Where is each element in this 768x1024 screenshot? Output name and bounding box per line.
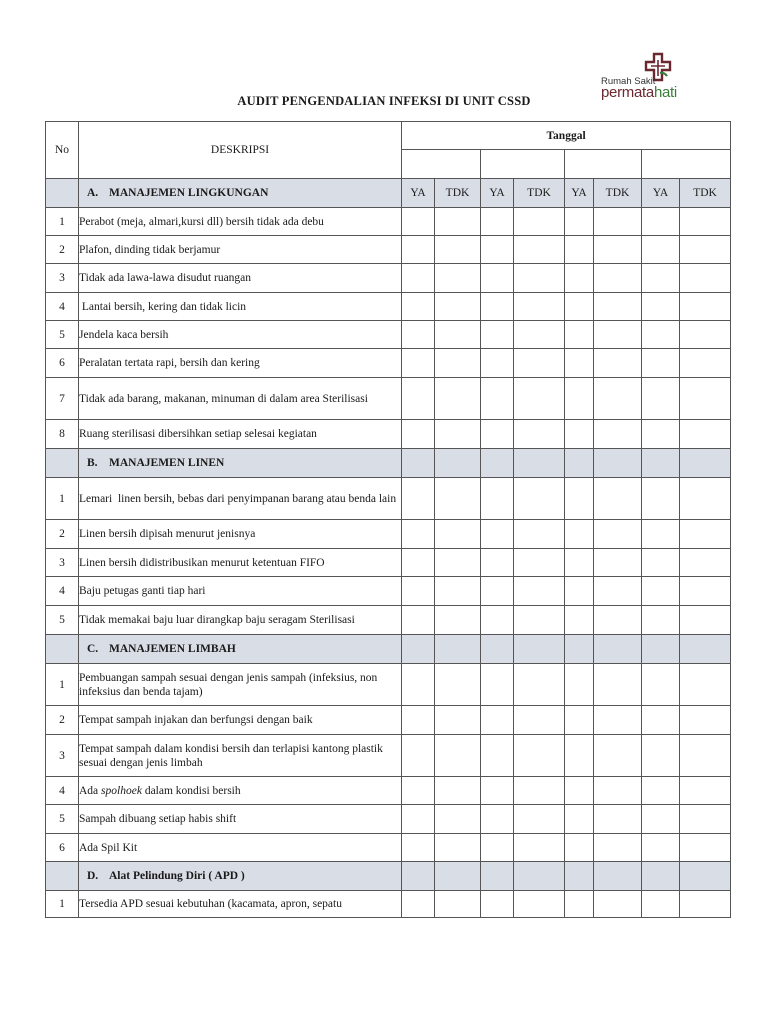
check-cell[interactable]	[565, 478, 594, 520]
row-description: Lemari linen bersih, bebas dari penyimpanan barang atau benda lain	[79, 478, 402, 520]
section-no-cell	[46, 635, 79, 664]
check-cell[interactable]	[481, 321, 514, 349]
section-header-row	[46, 179, 731, 208]
check-cell[interactable]	[435, 635, 481, 664]
check-cell[interactable]	[402, 520, 435, 549]
check-cell[interactable]	[402, 862, 435, 891]
check-cell[interactable]	[565, 378, 594, 420]
check-cell[interactable]	[435, 520, 481, 549]
column-head-ya: YA	[565, 179, 594, 208]
header-row-1	[46, 122, 731, 150]
section-letter: C.	[87, 643, 99, 655]
check-cell[interactable]	[514, 577, 565, 606]
section-no-cell	[46, 862, 79, 891]
check-cell[interactable]	[594, 520, 642, 549]
row-number: 1	[46, 664, 79, 706]
check-cell[interactable]	[642, 449, 680, 478]
column-head-tdk: TDK	[594, 179, 642, 208]
audit-table	[45, 121, 731, 918]
date-cell-4[interactable]	[642, 150, 731, 179]
check-cell[interactable]	[565, 635, 594, 664]
check-cell[interactable]	[642, 420, 680, 449]
check-cell[interactable]	[565, 777, 594, 805]
check-cell[interactable]	[435, 706, 481, 735]
section-letter: A.	[87, 187, 99, 199]
column-head-tdk: TDK	[514, 179, 565, 208]
table-row	[46, 891, 731, 918]
check-cell[interactable]	[402, 805, 435, 834]
check-cell[interactable]	[565, 834, 594, 862]
row-number: 4	[46, 777, 79, 805]
check-cell[interactable]	[680, 549, 731, 577]
check-cell[interactable]	[481, 293, 514, 321]
row-description: Linen bersih dipisah menurut jenisnya	[79, 520, 402, 549]
row-number: 3	[46, 735, 79, 777]
column-head-tdk: TDK	[680, 179, 731, 208]
check-cell[interactable]	[481, 264, 514, 293]
row-description	[79, 777, 402, 805]
check-cell[interactable]	[642, 635, 680, 664]
check-cell[interactable]	[402, 449, 435, 478]
check-cell[interactable]	[565, 735, 594, 777]
table-row	[46, 706, 731, 735]
check-cell[interactable]	[565, 577, 594, 606]
check-cell[interactable]	[594, 805, 642, 834]
table-row	[46, 834, 731, 862]
check-cell[interactable]	[594, 208, 642, 236]
row-number: 3	[46, 549, 79, 577]
check-cell[interactable]	[680, 777, 731, 805]
check-cell[interactable]	[402, 777, 435, 805]
check-cell[interactable]	[402, 293, 435, 321]
check-cell[interactable]	[481, 236, 514, 264]
check-cell[interactable]	[642, 834, 680, 862]
check-cell[interactable]	[435, 777, 481, 805]
check-cell[interactable]	[402, 664, 435, 706]
row-number: 8	[46, 420, 79, 449]
check-cell[interactable]	[402, 478, 435, 520]
check-cell[interactable]	[514, 208, 565, 236]
check-cell[interactable]	[642, 549, 680, 577]
check-cell[interactable]	[402, 349, 435, 378]
check-cell[interactable]	[435, 664, 481, 706]
check-cell[interactable]	[481, 777, 514, 805]
row-number: 1	[46, 891, 79, 918]
check-cell[interactable]	[565, 420, 594, 449]
check-cell[interactable]	[594, 834, 642, 862]
table-row	[46, 321, 731, 349]
check-cell[interactable]	[680, 321, 731, 349]
check-cell[interactable]	[594, 293, 642, 321]
check-cell[interactable]	[642, 805, 680, 834]
table-row	[46, 236, 731, 264]
check-cell[interactable]	[402, 706, 435, 735]
check-cell[interactable]	[594, 449, 642, 478]
check-cell[interactable]	[642, 478, 680, 520]
header-deskripsi: DESKRIPSI	[79, 122, 402, 179]
check-cell[interactable]	[481, 862, 514, 891]
check-cell[interactable]	[514, 706, 565, 735]
check-cell[interactable]	[402, 891, 435, 918]
check-cell[interactable]	[514, 378, 565, 420]
check-cell[interactable]	[481, 349, 514, 378]
check-cell[interactable]	[680, 735, 731, 777]
check-cell[interactable]	[642, 264, 680, 293]
column-head-tdk: TDK	[435, 179, 481, 208]
check-cell[interactable]	[680, 862, 731, 891]
check-cell[interactable]	[514, 805, 565, 834]
check-cell[interactable]	[565, 264, 594, 293]
check-cell[interactable]	[435, 577, 481, 606]
check-cell[interactable]	[594, 420, 642, 449]
check-cell[interactable]	[680, 664, 731, 706]
check-cell[interactable]	[680, 520, 731, 549]
check-cell[interactable]	[402, 834, 435, 862]
check-cell[interactable]	[481, 664, 514, 706]
check-cell[interactable]	[481, 891, 514, 918]
header-tanggal: Tanggal	[402, 122, 731, 150]
check-cell[interactable]	[402, 635, 435, 664]
date-cell-3[interactable]	[565, 150, 642, 179]
check-cell[interactable]	[514, 862, 565, 891]
table-row	[46, 577, 731, 606]
check-cell[interactable]	[594, 549, 642, 577]
row-description: Perabot (meja, almari,kursi dll) bersih tidak ada debu	[79, 208, 402, 236]
check-cell[interactable]	[594, 706, 642, 735]
check-cell[interactable]	[481, 805, 514, 834]
section-letter: B.	[87, 457, 98, 469]
check-cell[interactable]	[594, 862, 642, 891]
row-description: Plafon, dinding tidak berjamur	[79, 236, 402, 264]
logo-text-hati: hati	[653, 84, 677, 101]
check-cell[interactable]	[514, 664, 565, 706]
check-cell[interactable]	[565, 805, 594, 834]
check-cell[interactable]	[402, 606, 435, 635]
check-cell[interactable]	[594, 606, 642, 635]
row-description: Lantai bersih, kering dan tidak licin	[79, 293, 402, 321]
check-cell[interactable]	[514, 777, 565, 805]
check-cell[interactable]	[481, 635, 514, 664]
row-description: Baju petugas ganti tiap hari	[79, 577, 402, 606]
check-cell[interactable]	[594, 378, 642, 420]
row-number: 4	[46, 577, 79, 606]
section-header-row	[46, 862, 731, 891]
column-head-ya: YA	[402, 179, 435, 208]
column-head-ya: YA	[481, 179, 514, 208]
check-cell[interactable]	[565, 236, 594, 264]
check-cell[interactable]	[680, 891, 731, 918]
check-cell[interactable]	[402, 735, 435, 777]
section-title-text: MANAJEMEN LINEN	[109, 457, 225, 469]
desc-italic: spolhoek	[101, 784, 142, 797]
row-number: 2	[46, 706, 79, 735]
check-cell[interactable]	[435, 449, 481, 478]
check-cell[interactable]	[680, 706, 731, 735]
check-cell[interactable]	[402, 236, 435, 264]
check-cell[interactable]	[481, 478, 514, 520]
check-cell[interactable]	[481, 834, 514, 862]
row-number: 3	[46, 264, 79, 293]
check-cell[interactable]	[594, 349, 642, 378]
check-cell[interactable]	[594, 891, 642, 918]
row-description: Tidak memakai baju luar dirangkap baju seragam Sterilisasi	[79, 606, 402, 635]
table-row	[46, 777, 731, 805]
section-title-text: MANAJEMEN LINGKUNGAN	[109, 187, 269, 199]
check-cell[interactable]	[642, 520, 680, 549]
check-cell[interactable]	[514, 449, 565, 478]
check-cell[interactable]	[642, 321, 680, 349]
check-cell[interactable]	[642, 293, 680, 321]
check-cell[interactable]	[565, 321, 594, 349]
check-cell[interactable]	[642, 606, 680, 635]
row-description: Tidak ada lawa-lawa disudut ruangan	[79, 264, 402, 293]
check-cell[interactable]	[402, 264, 435, 293]
section-header-row	[46, 635, 731, 664]
check-cell[interactable]	[402, 208, 435, 236]
check-cell[interactable]	[435, 236, 481, 264]
check-cell[interactable]	[680, 236, 731, 264]
check-cell[interactable]	[402, 549, 435, 577]
section-no-cell	[46, 179, 79, 208]
check-cell[interactable]	[565, 706, 594, 735]
row-description: Linen bersih didistribusikan menurut ketentuan FIFO	[79, 549, 402, 577]
desc-part: dalam kondisi bersih	[141, 784, 241, 797]
check-cell[interactable]	[680, 805, 731, 834]
section-title	[79, 635, 402, 664]
check-cell[interactable]	[402, 420, 435, 449]
row-number: 6	[46, 834, 79, 862]
check-cell[interactable]	[402, 321, 435, 349]
row-description: Jendela kaca bersih	[79, 321, 402, 349]
check-cell[interactable]	[642, 862, 680, 891]
table-row	[46, 208, 731, 236]
check-cell[interactable]	[435, 208, 481, 236]
table-row	[46, 420, 731, 449]
check-cell[interactable]	[435, 862, 481, 891]
logo-text-permata: permata	[601, 84, 654, 101]
check-cell[interactable]	[565, 891, 594, 918]
check-cell[interactable]	[642, 891, 680, 918]
row-description: Ruang sterilisasi dibersihkan setiap selesai kegiatan	[79, 420, 402, 449]
check-cell[interactable]	[680, 264, 731, 293]
check-cell[interactable]	[435, 606, 481, 635]
logo-line-1: Rumah Sakit	[601, 76, 656, 87]
table-row	[46, 264, 731, 293]
check-cell[interactable]	[402, 577, 435, 606]
check-cell[interactable]	[514, 520, 565, 549]
row-description: Ada Spil Kit	[79, 834, 402, 862]
check-cell[interactable]	[514, 606, 565, 635]
check-cell[interactable]	[642, 208, 680, 236]
check-cell[interactable]	[594, 321, 642, 349]
check-cell[interactable]	[565, 449, 594, 478]
check-cell[interactable]	[565, 549, 594, 577]
check-cell[interactable]	[565, 520, 594, 549]
section-header-row	[46, 449, 731, 478]
check-cell[interactable]	[642, 349, 680, 378]
check-cell[interactable]	[481, 735, 514, 777]
row-description: Tidak ada barang, makanan, minuman di dalam area Sterilisasi	[79, 378, 402, 420]
section-letter: D.	[87, 870, 99, 882]
date-cell-1[interactable]	[402, 150, 481, 179]
row-number: 6	[46, 349, 79, 378]
check-cell[interactable]	[435, 549, 481, 577]
check-cell[interactable]	[514, 321, 565, 349]
check-cell[interactable]	[514, 236, 565, 264]
check-cell[interactable]	[642, 577, 680, 606]
check-cell[interactable]	[514, 891, 565, 918]
header-no: No	[46, 122, 79, 179]
row-description: Tersedia APD sesuai kebutuhan (kacamata, apron, sepatu	[79, 891, 402, 918]
check-cell[interactable]	[642, 236, 680, 264]
check-cell[interactable]	[435, 378, 481, 420]
check-cell[interactable]	[680, 208, 731, 236]
check-cell[interactable]	[680, 606, 731, 635]
document-title: AUDIT PENGENDALIAN INFEKSI DI UNIT CSSD	[237, 94, 531, 108]
audit-table-body	[46, 122, 731, 918]
table-row	[46, 478, 731, 520]
check-cell[interactable]	[435, 420, 481, 449]
check-cell[interactable]	[481, 706, 514, 735]
check-cell[interactable]	[435, 891, 481, 918]
check-cell[interactable]	[481, 208, 514, 236]
check-cell[interactable]	[642, 777, 680, 805]
column-head-ya: YA	[642, 179, 680, 208]
section-title	[79, 862, 402, 891]
check-cell[interactable]	[514, 635, 565, 664]
check-cell[interactable]	[642, 735, 680, 777]
row-description: Pembuangan sampah sesuai dengan jenis sampah (infeksius, non infeksius dan benda tajam)	[79, 664, 402, 706]
section-title	[79, 449, 402, 478]
check-cell[interactable]	[514, 264, 565, 293]
check-cell[interactable]	[594, 777, 642, 805]
check-cell[interactable]	[435, 478, 481, 520]
check-cell[interactable]	[481, 520, 514, 549]
check-cell[interactable]	[402, 378, 435, 420]
check-cell[interactable]	[435, 264, 481, 293]
table-row	[46, 349, 731, 378]
check-cell[interactable]	[514, 293, 565, 321]
row-description: Sampah dibuang setiap habis shift	[79, 805, 402, 834]
check-cell[interactable]	[481, 549, 514, 577]
check-cell[interactable]	[642, 378, 680, 420]
row-number: 1	[46, 478, 79, 520]
check-cell[interactable]	[514, 735, 565, 777]
check-cell[interactable]	[594, 664, 642, 706]
check-cell[interactable]	[565, 208, 594, 236]
row-number: 2	[46, 520, 79, 549]
check-cell[interactable]	[481, 420, 514, 449]
check-cell[interactable]	[565, 293, 594, 321]
row-description: Tempat sampah dalam kondisi bersih dan terlapisi kantong plastik sesuai dengan jenis limbah	[79, 735, 402, 777]
section-no-cell	[46, 449, 79, 478]
check-cell[interactable]	[514, 834, 565, 862]
check-cell[interactable]	[594, 577, 642, 606]
date-cell-2[interactable]	[481, 150, 565, 179]
check-cell[interactable]	[514, 420, 565, 449]
row-number: 7	[46, 378, 79, 420]
check-cell[interactable]	[514, 478, 565, 520]
row-number: 5	[46, 805, 79, 834]
check-cell[interactable]	[565, 349, 594, 378]
table-row	[46, 664, 731, 706]
check-cell[interactable]	[642, 664, 680, 706]
desc-part: Ada	[79, 784, 102, 797]
table-row	[46, 805, 731, 834]
row-number: 5	[46, 321, 79, 349]
check-cell[interactable]	[514, 549, 565, 577]
check-cell[interactable]	[594, 635, 642, 664]
check-cell[interactable]	[481, 378, 514, 420]
check-cell[interactable]	[680, 349, 731, 378]
check-cell[interactable]	[435, 321, 481, 349]
check-cell[interactable]	[680, 420, 731, 449]
check-cell[interactable]	[481, 577, 514, 606]
check-cell[interactable]	[481, 449, 514, 478]
check-cell[interactable]	[565, 606, 594, 635]
check-cell[interactable]	[514, 349, 565, 378]
row-description: Peralatan tertata rapi, bersih dan kering	[79, 349, 402, 378]
check-cell[interactable]	[481, 606, 514, 635]
row-description: Tempat sampah injakan dan berfungsi dengan baik	[79, 706, 402, 735]
section-title	[79, 179, 402, 208]
section-title-text: MANAJEMEN LIMBAH	[109, 643, 236, 655]
check-cell[interactable]	[594, 264, 642, 293]
check-cell[interactable]	[435, 834, 481, 862]
check-cell[interactable]	[435, 349, 481, 378]
row-number: 5	[46, 606, 79, 635]
check-cell[interactable]	[642, 706, 680, 735]
check-cell[interactable]	[680, 449, 731, 478]
table-row	[46, 606, 731, 635]
check-cell[interactable]	[680, 378, 731, 420]
check-cell[interactable]	[594, 478, 642, 520]
row-number: 1	[46, 208, 79, 236]
check-cell[interactable]	[435, 735, 481, 777]
table-row	[46, 378, 731, 420]
table-row	[46, 293, 731, 321]
check-cell[interactable]	[594, 735, 642, 777]
row-number: 2	[46, 236, 79, 264]
table-row	[46, 735, 731, 777]
check-cell[interactable]	[680, 635, 731, 664]
section-title-text: Alat Pelindung Diri ( APD )	[109, 870, 245, 882]
check-cell[interactable]	[680, 293, 731, 321]
table-row	[46, 520, 731, 549]
check-cell[interactable]	[565, 664, 594, 706]
check-cell[interactable]	[565, 862, 594, 891]
row-number: 4	[46, 293, 79, 321]
table-row	[46, 549, 731, 577]
check-cell[interactable]	[680, 834, 731, 862]
check-cell[interactable]	[435, 805, 481, 834]
check-cell[interactable]	[594, 236, 642, 264]
check-cell[interactable]	[680, 577, 731, 606]
check-cell[interactable]	[680, 478, 731, 520]
check-cell[interactable]	[435, 293, 481, 321]
